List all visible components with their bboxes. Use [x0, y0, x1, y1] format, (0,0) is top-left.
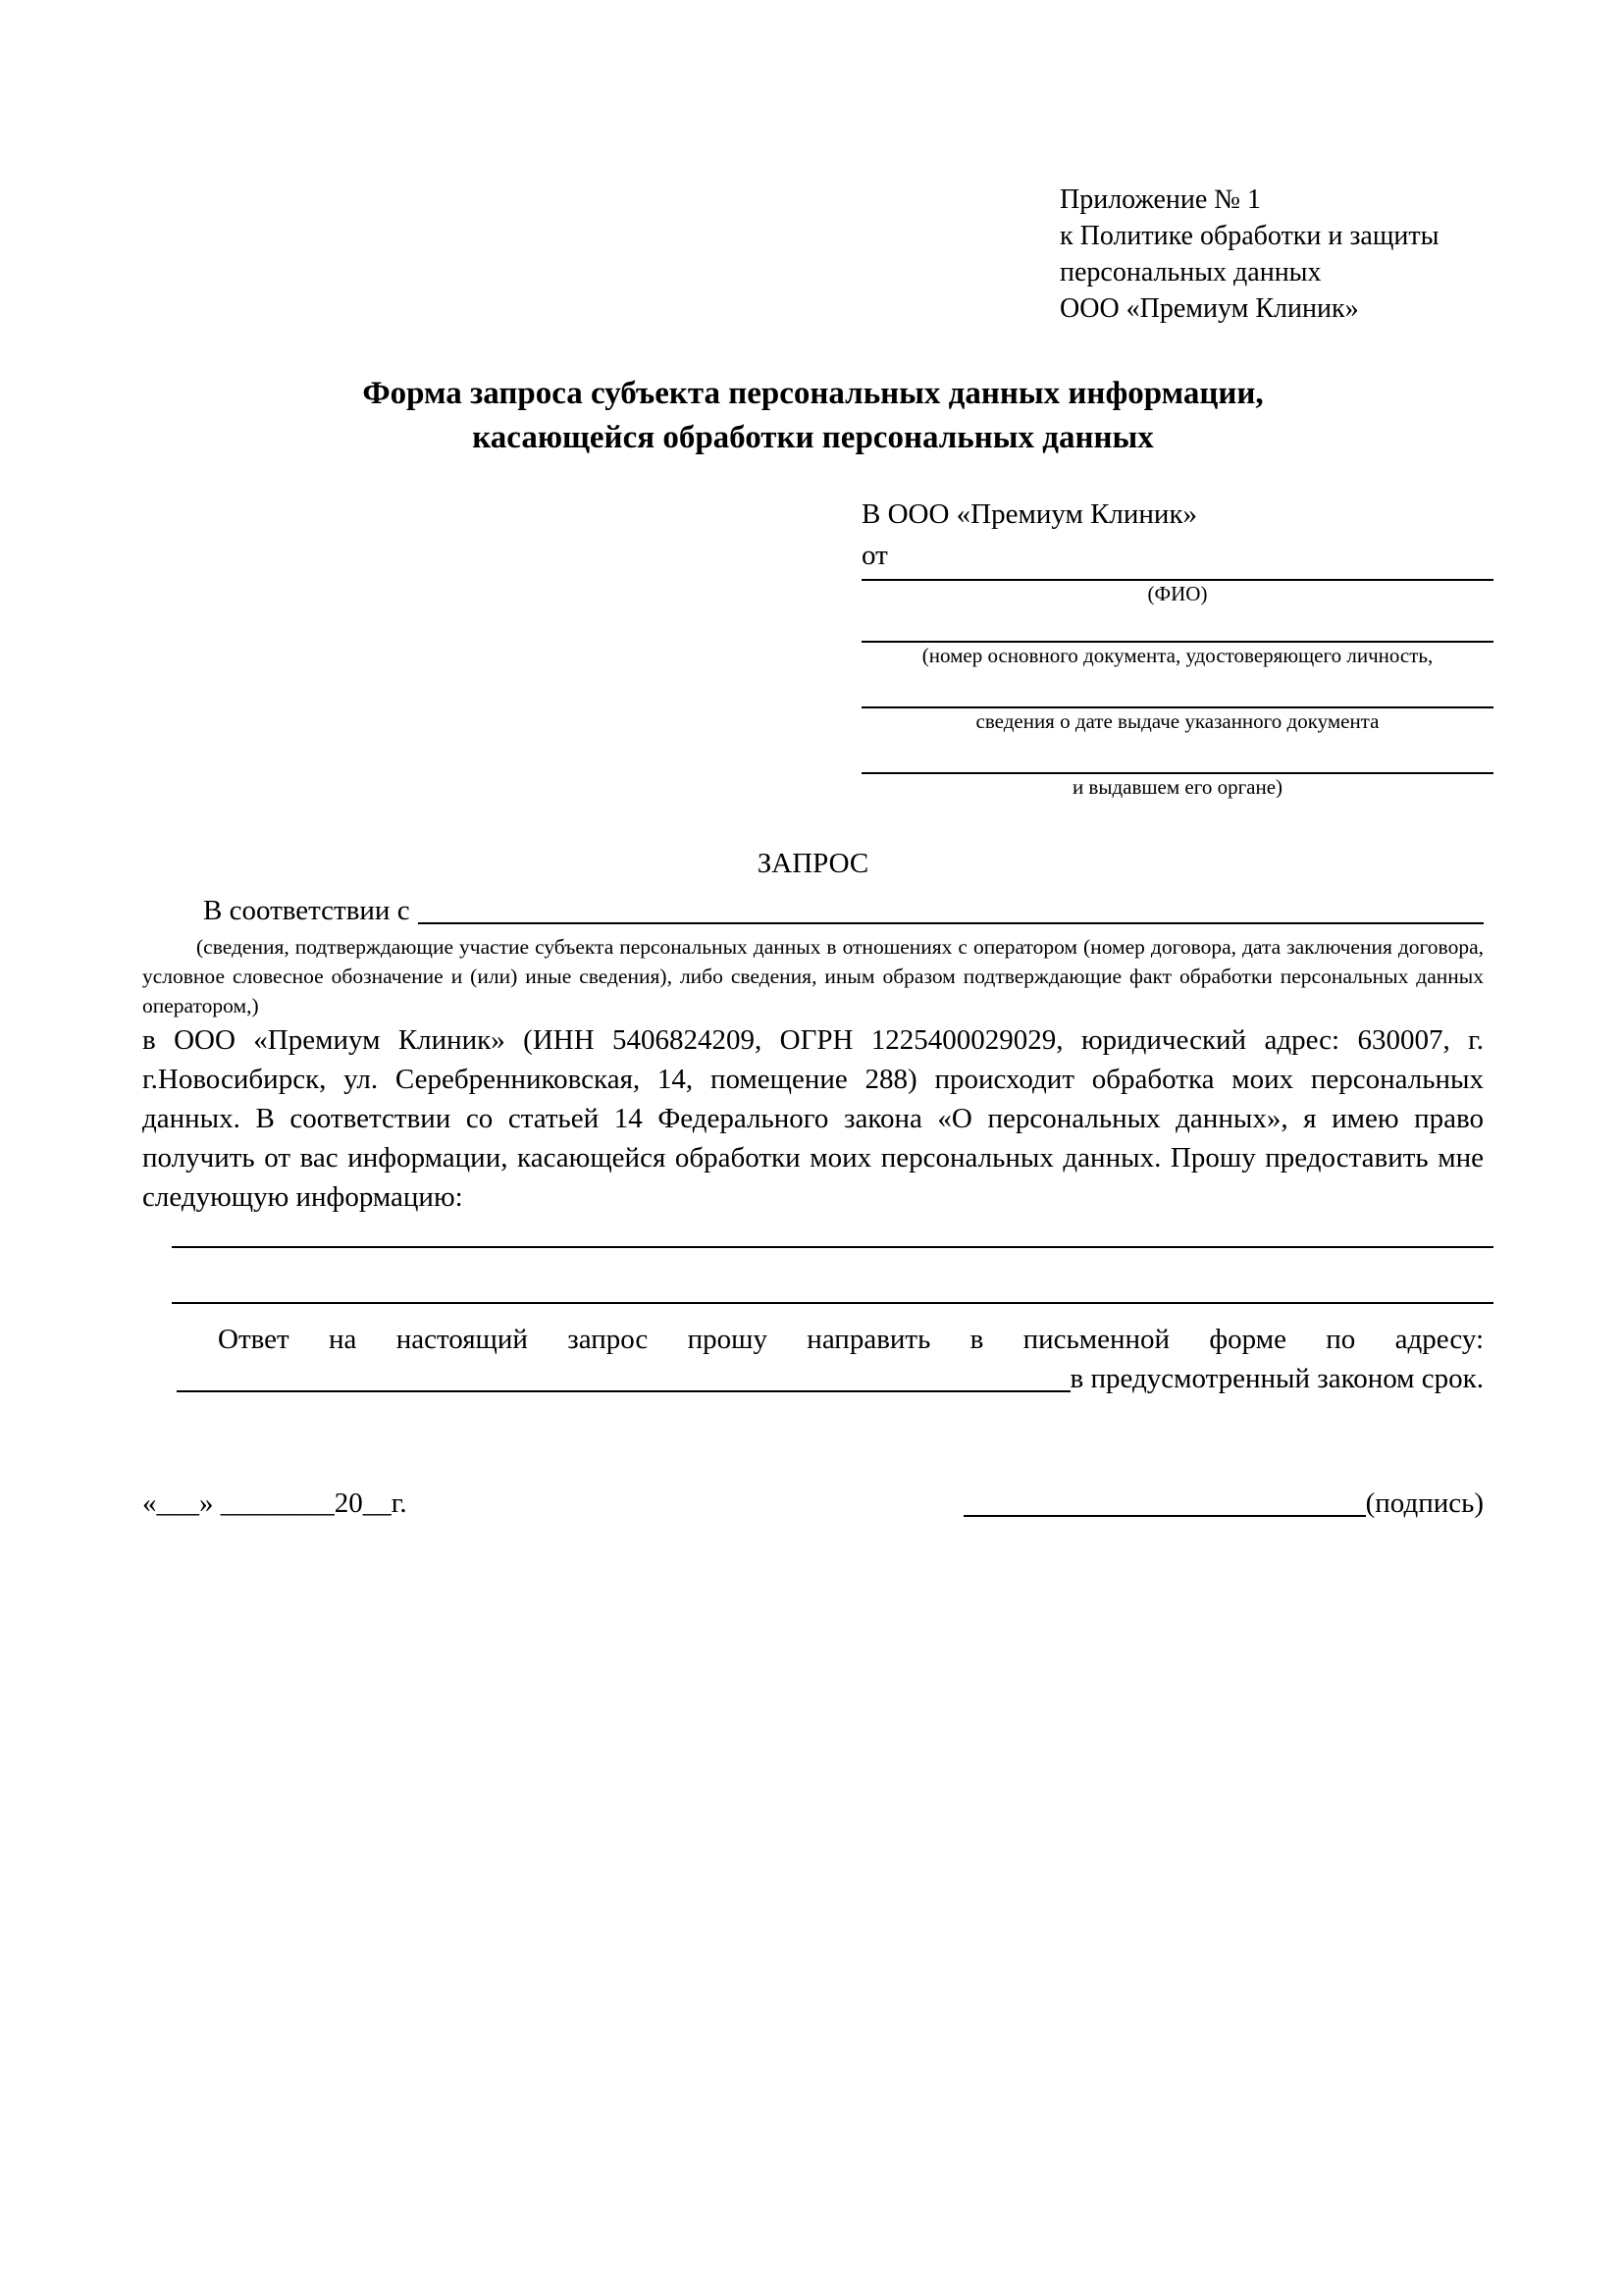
- address-blank-line: [177, 1390, 1071, 1392]
- signature-block: [964, 1483, 1484, 1524]
- appendix-note-line: ООО «Премиум Клиник»: [1060, 293, 1359, 324]
- form-title-line-1: Форма запроса субъекта персональных данных информации,: [362, 376, 1264, 411]
- accordance-lead: В соответствии с: [203, 895, 410, 926]
- doc-issuer-caption: и выдавшем его органе): [1072, 775, 1283, 799]
- request-heading: ЗАПРОС: [757, 848, 869, 879]
- document-content: [142, 0, 1484, 1524]
- info-blank-line-1: [172, 1246, 1493, 1248]
- answer-address-row: [142, 1359, 1484, 1398]
- date-blank: «___» ________20__г.: [142, 1487, 407, 1519]
- signature-caption: (подпись): [1365, 1487, 1484, 1519]
- request-body: в ООО «Премиум Клиник» (ИНН 5406824209, ОГРН 1225400029029, юридический адрес: 630007, г. г.Новосибирск, ул. Серебренниковская, 14, помещение 288) происходит обработка моих персональных данных. В соответствии со статьей 14 Федерального закона «О персональных данных», я имею право получить от вас информации, касающейся обработки моих персональных данных. Прошу предоставить мне следующую информацию:: [142, 1024, 1484, 1213]
- accordance-row: [142, 891, 1484, 930]
- applicant-fields: [862, 579, 1493, 801]
- form-title-line-2: касающейся обработки персональных данных: [472, 420, 1154, 455]
- doc-number-caption: (номер основного документа, удостоверяющего личность,: [921, 644, 1434, 667]
- appendix-note: [1060, 182, 1484, 327]
- addressee-to: В ООО «Премиум Клиник»: [862, 498, 1198, 530]
- appendix-note-line: Приложение № 1: [1060, 184, 1261, 215]
- addressee-from: от: [862, 540, 888, 571]
- form-title: [142, 372, 1484, 460]
- signature-blank-line: [964, 1515, 1366, 1517]
- doc-date-caption: сведения о дате выдаче указанного документа: [975, 709, 1380, 733]
- answer-paragraph: Ответ на настоящий запрос прошу направить в письменной форме по адресу:: [218, 1324, 1484, 1355]
- info-blank-line-2: [172, 1302, 1493, 1304]
- appendix-note-line: к Политике обработки и защиты: [1060, 221, 1440, 251]
- appendix-note-line: персональных данных: [1060, 257, 1322, 287]
- fio-caption: (ФИО): [1147, 582, 1208, 605]
- accordance-blank-line: [418, 922, 1484, 924]
- basis-note: (сведения, подтверждающие участие субъекта персональных данных в отношениях с оператором (номер договора, дата заключения договора, условное словесное обозначение и (или) иные сведения), либо сведения, иным образом подтверждающие факт обработки персональных данных оператором,): [142, 935, 1484, 1018]
- answer-suffix: в предусмотренный законом срок.: [1070, 1363, 1484, 1394]
- addressee-block: [862, 494, 1484, 576]
- date-signature-row: [142, 1483, 1484, 1524]
